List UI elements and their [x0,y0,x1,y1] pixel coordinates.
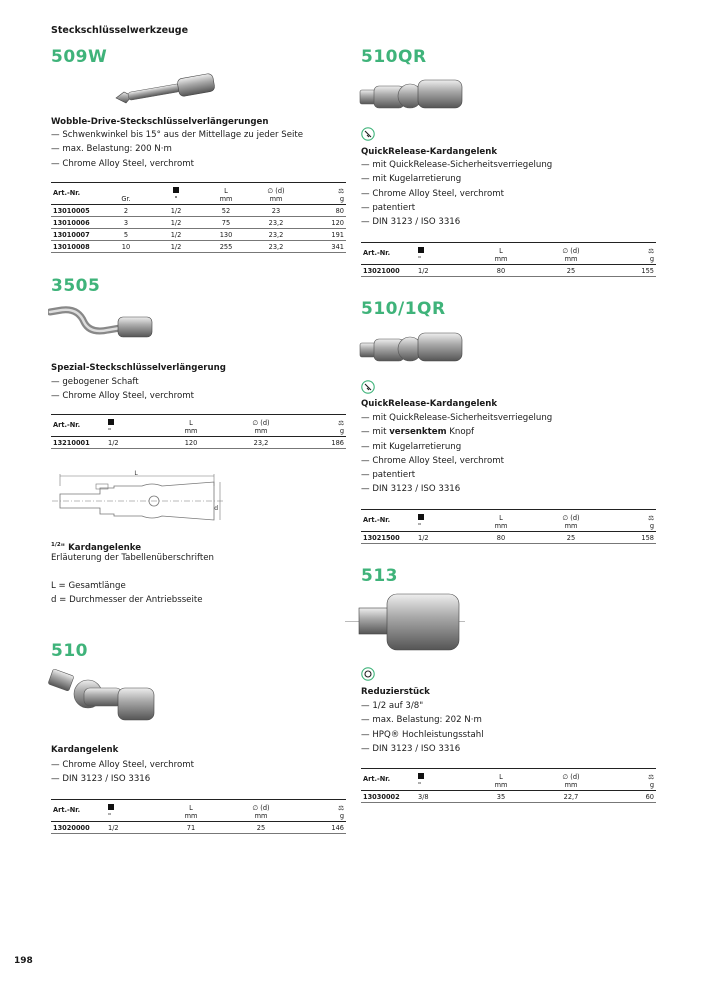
col-header-d: ∅ (d) mm [562,773,580,789]
table-row [51,822,346,834]
feature-item: — DIN 3123 / ISO 3316 [361,743,461,754]
table-cell: 13010006 [51,217,101,229]
col-header-l: L mm [494,514,508,530]
table-cell: 1/2 [151,205,201,217]
spec-table-513 [361,768,656,803]
col-header-d: ∅ (d) mm [252,804,270,820]
table-cell: 13020000 [51,822,106,834]
product-image-509w [110,70,220,108]
product-title-3505: Spezial-Steckschlüsselverlängerung [51,363,226,373]
table-cell: 23,2 [251,217,301,229]
feature-item: — mit QuickRelease-Sicherheitsverriegelung [361,413,553,423]
table-row [51,437,346,449]
table-row [51,241,346,253]
col-header-square: " [416,243,466,265]
product-title-513: Reduzierstück [361,687,430,697]
table-cell: 60 [606,791,656,803]
feature-list-510-1qr [361,411,552,497]
feature-item: — 1/2 auf 3/8" [361,701,424,711]
quick-release-icon [361,380,375,394]
product-image-510qr [358,72,468,117]
product-image-510 [48,666,158,726]
square-drive-icon [108,804,114,810]
feature-list-3505 [51,375,194,404]
product-code-510-1qr: 510/1QR [361,299,446,319]
table-cell: 1/2 [416,532,466,544]
feature-item: — max. Belastung: 200 N·m [51,144,172,155]
table-row [361,265,656,277]
table-cell: 80 [466,265,536,277]
scale-icon: ⚖ [648,247,654,255]
square-drive-icon [173,187,179,193]
table-cell: 155 [606,265,656,277]
col-header-l: L mm [184,804,198,820]
col-header-art: Art.-Nr. [53,189,81,197]
col-header-l: L mm [219,187,233,203]
feature-item: — Chrome Alloy Steel, verchromt [361,188,504,199]
dimension-diagram [52,470,227,530]
table-cell: 130 [201,229,251,241]
table-cell: 1/2 [151,241,201,253]
spec-table-3505 [51,414,346,449]
table-cell: 13210001 [51,437,106,449]
table-cell: 35 [466,791,536,803]
col-header-d: ∅ (d) mm [252,419,270,435]
table-cell: 2 [101,205,151,217]
table-cell: 10 [101,241,151,253]
col-header-gr: Gr. [121,195,131,203]
table-cell: 25 [226,822,296,834]
table-cell: 341 [301,241,346,253]
diagram-caption-line2: Erläuterung der Tabellenüberschriften [51,553,214,563]
table-cell: 13030002 [361,791,416,803]
col-header-weight: ⚖ g [648,514,654,530]
table-cell: 1/2 [151,229,201,241]
table-row [51,205,346,217]
table-cell: 23,2 [251,241,301,253]
page-number: 198 [14,956,33,966]
scale-icon: ⚖ [338,419,344,427]
col-header-l: L mm [494,773,508,789]
table-cell: 186 [296,437,346,449]
product-title-510-1qr: QuickRelease-Kardangelenk [361,399,498,409]
table-cell: 1/2 [151,217,201,229]
table-cell: 191 [301,229,346,241]
table-cell: 146 [296,822,346,834]
col-header-weight: ⚖ g [338,419,344,435]
table-cell: 1/2 [416,265,466,277]
table-cell: 13010005 [51,205,101,217]
table-row [51,217,346,229]
table-cell: 13021000 [361,265,416,277]
col-header-art: Art.-Nr. [363,249,391,257]
definition-d: d = Durchmesser der Antriebsseite [51,595,203,605]
page-header: Steckschlüsselwerkzeuge [51,25,189,36]
product-code-510: 510 [51,641,88,661]
col-header-square: " [106,415,156,437]
scale-icon: ⚖ [648,773,654,781]
product-code-509w: 509W [51,47,108,67]
table-cell: 71 [156,822,226,834]
feature-item: — mit Kugelarretierung [361,441,462,452]
feature-item: — Chrome Alloy Steel, verchromt [361,455,504,466]
table-cell: 1/2 [106,437,156,449]
spec-table-510-1qr [361,509,656,544]
table-cell: 3/8 [416,791,466,803]
col-header-l: L mm [494,247,508,263]
product-title-510qr: QuickRelease-Kardangelenk [361,147,498,157]
table-cell: 120 [301,217,346,229]
table-cell: 22,7 [536,791,606,803]
col-header-d: ∅ (d) mm [267,187,285,203]
square-drive-icon [418,514,424,520]
feature-list-509w [51,128,303,171]
feature-item: — DIN 3123 / ISO 3316 [361,484,461,495]
table-cell: 80 [301,205,346,217]
feature-item: — mit QuickRelease-Sicherheitsverriegelung [361,160,553,170]
feature-item: — HPQ® Hochleistungsstahl [361,729,484,740]
table-row [51,229,346,241]
square-drive-icon [418,247,424,253]
col-header-art: Art.-Nr. [53,421,81,429]
feature-item: — max. Belastung: 202 N·m [361,715,482,726]
feature-item: — Chrome Alloy Steel, verchromt [51,391,194,402]
feature-item: — mit Kugelarretierung [361,174,462,185]
feature-item: — gebogener Schaft [51,377,139,387]
spec-table-510 [51,799,346,834]
table-cell: 3 [101,217,151,229]
quick-release-icon [361,127,375,141]
feature-item: — DIN 3123 / ISO 3316 [361,217,461,228]
definition-l: L = Gesamtlänge [51,581,126,591]
col-header-weight: ⚖ g [338,804,344,820]
product-image-510-1qr [358,323,468,368]
table-cell: 158 [606,532,656,544]
scale-icon: ⚖ [648,514,654,522]
product-title-509w: Wobble-Drive-Steckschlüsselverlängerungen [51,117,269,127]
table-cell: 120 [156,437,226,449]
table-row [361,791,656,803]
square-drive-icon [108,419,114,425]
table-row [361,532,656,544]
table-cell: 80 [466,532,536,544]
product-image-3505 [48,300,158,345]
col-header-art: Art.-Nr. [53,806,81,814]
table-cell: 23 [251,205,301,217]
spec-table-509w [51,182,346,253]
col-header-square: " [416,510,466,532]
product-code-510qr: 510QR [361,47,427,67]
table-cell: 52 [201,205,251,217]
table-cell: 25 [536,532,606,544]
diagram-caption: $^{1/2}$" Kardangelenke [51,542,142,553]
table-cell: 13010008 [51,241,101,253]
product-image-513 [345,592,465,652]
dim-label-l: L [134,470,138,477]
table-cell: 75 [201,217,251,229]
feature-item: — Chrome Alloy Steel, verchromt [51,158,194,169]
col-header-d: ∅ (d) mm [562,247,580,263]
col-header-art: Art.-Nr. [363,775,391,783]
feature-list-510 [51,758,194,787]
table-cell: 23,2 [226,437,296,449]
table-cell: 255 [201,241,251,253]
table-cell: 23,2 [251,229,301,241]
dim-label-d: d [214,505,218,512]
col-header-l: L mm [184,419,198,435]
square-drive-icon [418,773,424,779]
feature-item: — Chrome Alloy Steel, verchromt [51,760,194,770]
product-code-3505: 3505 [51,276,101,296]
feature-item: — patentiert [361,202,416,213]
col-header-square: " [416,769,466,791]
scale-icon: ⚖ [338,187,344,195]
table-cell: 13021500 [361,532,416,544]
feature-list-513 [361,699,484,756]
col-header-square: " [151,183,201,205]
col-header-art: Art.-Nr. [363,516,391,524]
table-cell: 25 [536,265,606,277]
product-code-513: 513 [361,566,398,586]
col-header-weight: ⚖ g [648,247,654,263]
col-header-weight: ⚖ g [338,187,344,203]
col-header-square: " [106,800,156,822]
scale-icon: ⚖ [338,804,344,812]
feature-item: — Schwenkwinkel bis 15° aus der Mittellage zu jeder Seite [51,130,304,140]
col-header-d: ∅ (d) mm [562,514,580,530]
table-cell: 13010007 [51,229,101,241]
table-cell: 5 [101,229,151,241]
hpq-icon [361,667,375,681]
feature-item: — mit versenktem Knopf [361,427,475,438]
feature-item: — DIN 3123 / ISO 3316 [51,774,151,785]
col-header-weight: ⚖ g [648,773,654,789]
product-title-510: Kardangelenk [51,745,119,755]
feature-item: — patentiert [361,470,416,481]
table-cell: 1/2 [106,822,156,834]
feature-list-510qr [361,158,552,229]
spec-table-510qr [361,242,656,277]
